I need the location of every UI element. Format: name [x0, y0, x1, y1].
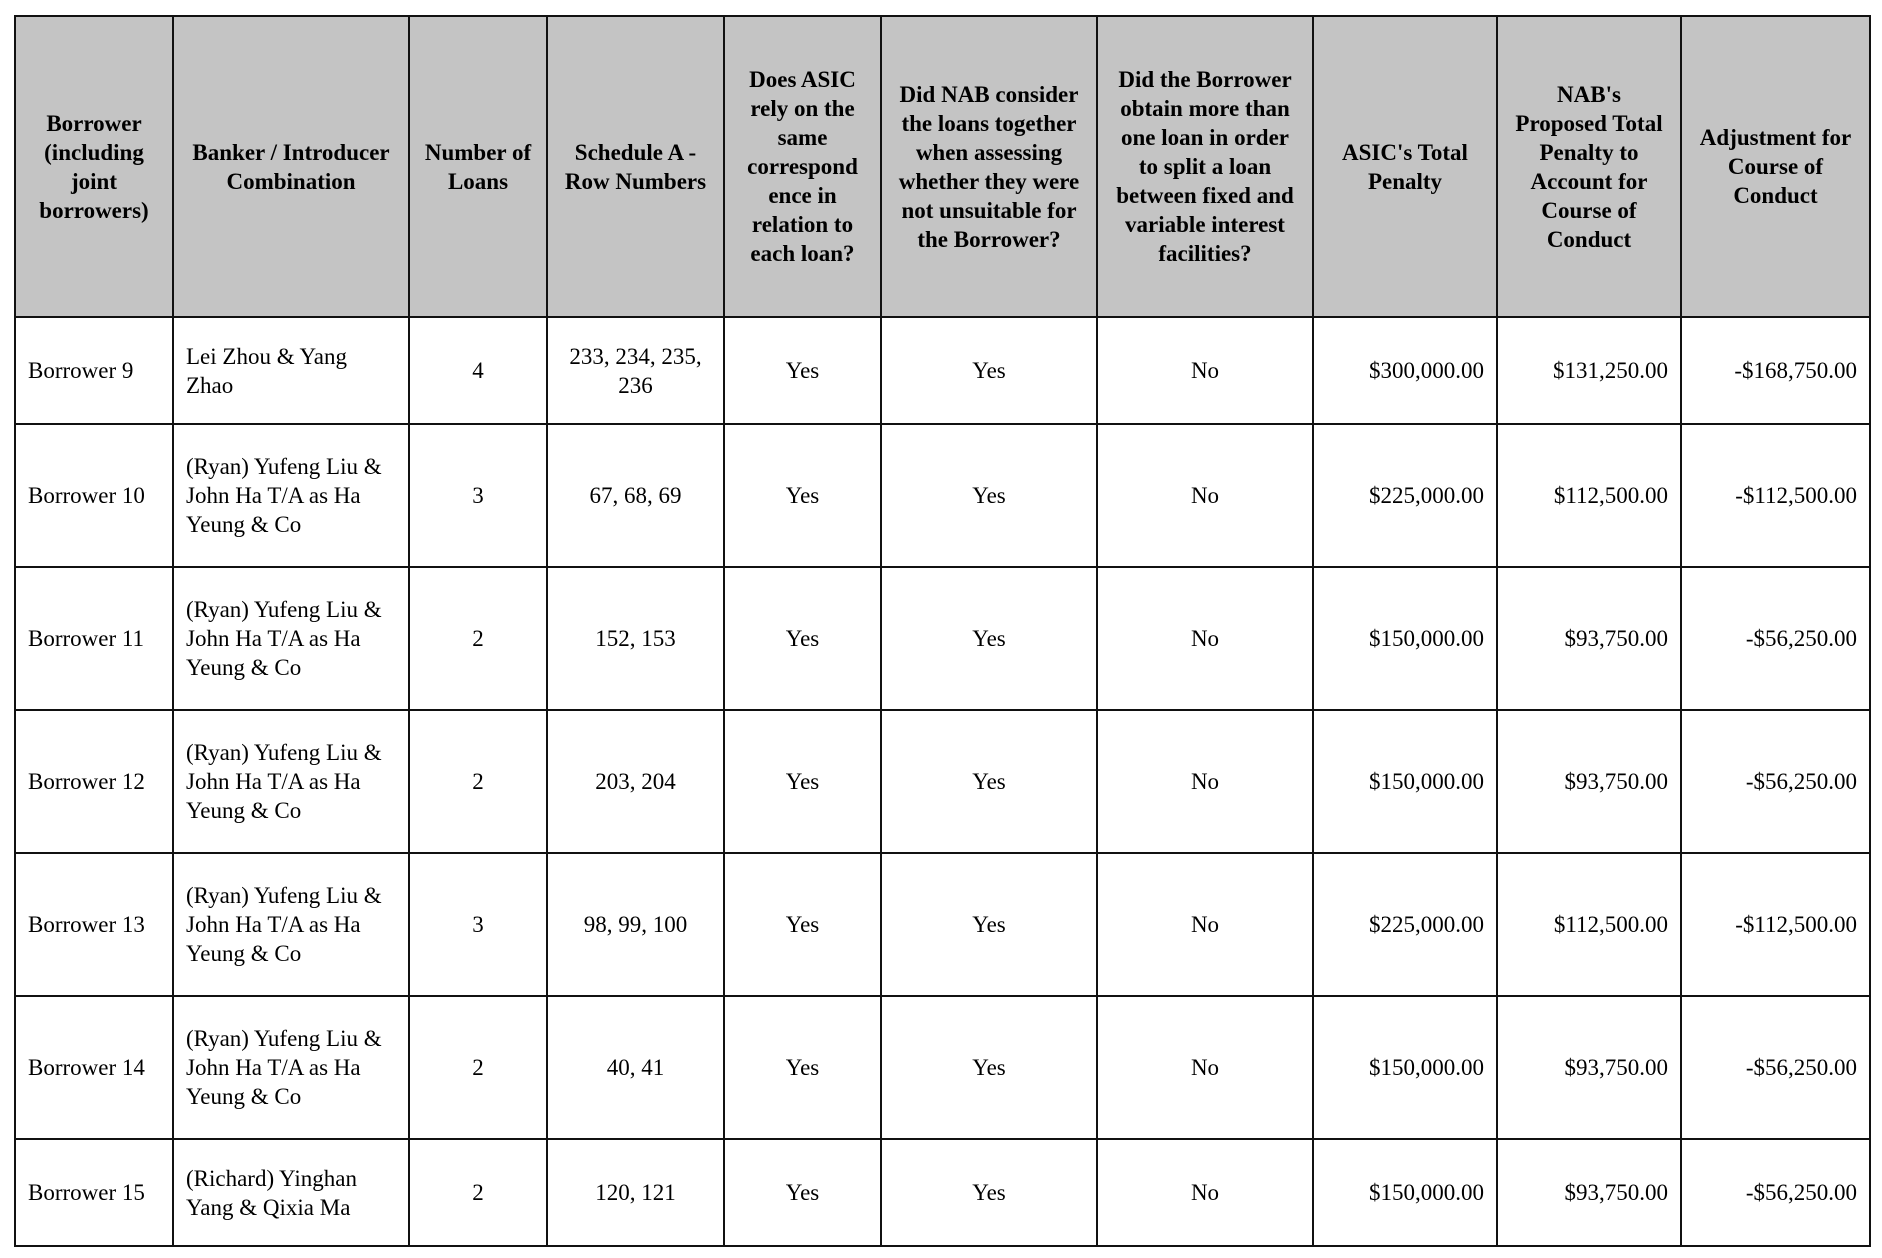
cell-nab-penalty: $93,750.00	[1497, 1139, 1681, 1246]
cell-nab-penalty: $112,500.00	[1497, 424, 1681, 567]
cell-schedule-rows: 40, 41	[547, 996, 724, 1139]
header-borrower: Borrower (including joint borrowers)	[15, 16, 173, 317]
cell-asic-penalty: $150,000.00	[1313, 1139, 1497, 1246]
cell-asic-penalty: $150,000.00	[1313, 710, 1497, 853]
cell-banker: (Ryan) Yufeng Liu & John Ha T/A as Ha Yeung & Co	[173, 424, 409, 567]
cell-schedule-rows: 152, 153	[547, 567, 724, 710]
penalty-table	[14, 15, 1871, 1247]
cell-asic-penalty: $150,000.00	[1313, 996, 1497, 1139]
cell-adjustment: -$56,250.00	[1681, 1139, 1870, 1246]
cell-asic-penalty: $225,000.00	[1313, 853, 1497, 996]
cell-asic-penalty: $300,000.00	[1313, 317, 1497, 424]
cell-borrower: Borrower 14	[15, 996, 173, 1139]
cell-schedule-rows: 98, 99, 100	[547, 853, 724, 996]
cell-number-of-loans: 2	[409, 710, 547, 853]
cell-split-loan: No	[1097, 317, 1313, 424]
cell-asic-rely: Yes	[724, 996, 881, 1139]
table-row	[15, 317, 1870, 424]
cell-banker: (Ryan) Yufeng Liu & John Ha T/A as Ha Yeung & Co	[173, 710, 409, 853]
cell-split-loan: No	[1097, 567, 1313, 710]
cell-asic-rely: Yes	[724, 317, 881, 424]
header-banker: Banker / Introducer Combination	[173, 16, 409, 317]
table-row	[15, 710, 1870, 853]
header-schedule-rows: Schedule A - Row Numbers	[547, 16, 724, 317]
cell-nab-penalty: $93,750.00	[1497, 710, 1681, 853]
cell-borrower: Borrower 9	[15, 317, 173, 424]
header-asic-penalty: ASIC's Total Penalty	[1313, 16, 1497, 317]
cell-asic-penalty: $225,000.00	[1313, 424, 1497, 567]
cell-split-loan: No	[1097, 424, 1313, 567]
cell-asic-rely: Yes	[724, 567, 881, 710]
cell-asic-rely: Yes	[724, 1139, 881, 1246]
cell-number-of-loans: 2	[409, 567, 547, 710]
cell-asic-rely: Yes	[724, 853, 881, 996]
cell-asic-rely: Yes	[724, 710, 881, 853]
cell-banker: Lei Zhou & Yang Zhao	[173, 317, 409, 424]
cell-nab-consider: Yes	[881, 567, 1097, 710]
cell-borrower: Borrower 10	[15, 424, 173, 567]
cell-nab-penalty: $93,750.00	[1497, 567, 1681, 710]
table-row	[15, 424, 1870, 567]
cell-nab-consider: Yes	[881, 424, 1097, 567]
cell-borrower: Borrower 12	[15, 710, 173, 853]
cell-number-of-loans: 2	[409, 1139, 547, 1246]
cell-borrower: Borrower 15	[15, 1139, 173, 1246]
cell-nab-consider: Yes	[881, 853, 1097, 996]
cell-split-loan: No	[1097, 710, 1313, 853]
cell-number-of-loans: 2	[409, 996, 547, 1139]
header-split-loan: Did the Borrower obtain more than one loan in order to split a loan between fixed and variable interest facilities?	[1097, 16, 1313, 317]
header-nab-penalty: NAB's Proposed Total Penalty to Account for Course of Conduct	[1497, 16, 1681, 317]
table-row	[15, 996, 1870, 1139]
cell-banker: (Ryan) Yufeng Liu & John Ha T/A as Ha Yeung & Co	[173, 996, 409, 1139]
cell-nab-consider: Yes	[881, 317, 1097, 424]
cell-banker: (Ryan) Yufeng Liu & John Ha T/A as Ha Yeung & Co	[173, 853, 409, 996]
cell-adjustment: -$56,250.00	[1681, 567, 1870, 710]
cell-nab-consider: Yes	[881, 710, 1097, 853]
cell-schedule-rows: 120, 121	[547, 1139, 724, 1246]
cell-number-of-loans: 4	[409, 317, 547, 424]
cell-nab-penalty: $131,250.00	[1497, 317, 1681, 424]
cell-adjustment: -$56,250.00	[1681, 710, 1870, 853]
cell-split-loan: No	[1097, 853, 1313, 996]
cell-adjustment: -$168,750.00	[1681, 317, 1870, 424]
cell-borrower: Borrower 13	[15, 853, 173, 996]
header-adjustment: Adjustment for Course of Conduct	[1681, 16, 1870, 317]
header-asic-rely: Does ASIC rely on the same correspond ence in relation to each loan?	[724, 16, 881, 317]
cell-adjustment: -$112,500.00	[1681, 853, 1870, 996]
cell-schedule-rows: 203, 204	[547, 710, 724, 853]
header-number-of-loans: Number of Loans	[409, 16, 547, 317]
header-nab-consider: Did NAB consider the loans together when assessing whether they were not unsuitable for the Borrower?	[881, 16, 1097, 317]
cell-borrower: Borrower 11	[15, 567, 173, 710]
cell-adjustment: -$112,500.00	[1681, 424, 1870, 567]
cell-schedule-rows: 233, 234, 235, 236	[547, 317, 724, 424]
table-row	[15, 567, 1870, 710]
cell-schedule-rows: 67, 68, 69	[547, 424, 724, 567]
table-row	[15, 853, 1870, 996]
cell-nab-consider: Yes	[881, 996, 1097, 1139]
cell-asic-penalty: $150,000.00	[1313, 567, 1497, 710]
cell-adjustment: -$56,250.00	[1681, 996, 1870, 1139]
cell-number-of-loans: 3	[409, 424, 547, 567]
cell-number-of-loans: 3	[409, 853, 547, 996]
penalty-table-container	[14, 15, 1871, 1247]
cell-asic-rely: Yes	[724, 424, 881, 567]
cell-nab-penalty: $93,750.00	[1497, 996, 1681, 1139]
cell-banker: (Ryan) Yufeng Liu & John Ha T/A as Ha Yeung & Co	[173, 567, 409, 710]
cell-banker: (Richard) Yinghan Yang & Qixia Ma	[173, 1139, 409, 1246]
cell-nab-consider: Yes	[881, 1139, 1097, 1246]
table-header-row	[15, 16, 1870, 317]
cell-split-loan: No	[1097, 996, 1313, 1139]
cell-split-loan: No	[1097, 1139, 1313, 1246]
cell-nab-penalty: $112,500.00	[1497, 853, 1681, 996]
table-row	[15, 1139, 1870, 1246]
